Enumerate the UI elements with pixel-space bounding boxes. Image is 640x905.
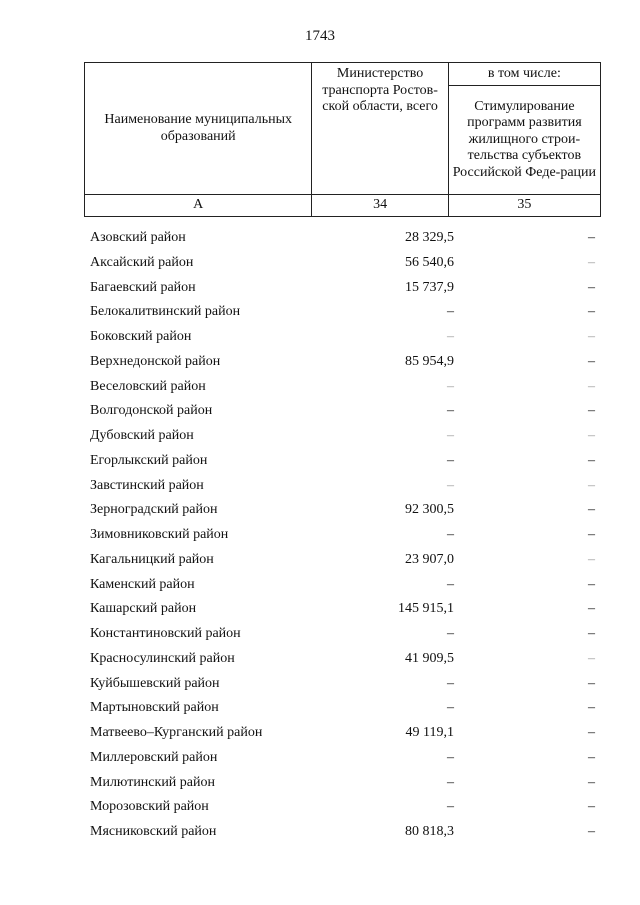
row-value-35: –	[588, 254, 595, 270]
row-value-34: 15 737,9	[405, 279, 454, 295]
table-row	[84, 474, 601, 499]
row-name: Зимовниковский район	[90, 527, 229, 542]
row-name: Дубовский район	[90, 428, 194, 443]
row-value-35: –	[588, 378, 595, 394]
row-value-34: –	[447, 329, 454, 344]
row-value-34: 23 907,0	[405, 551, 454, 567]
table-row	[84, 523, 601, 548]
row-value-35: –	[588, 353, 595, 369]
row-value-35: –	[588, 527, 595, 542]
table-row	[84, 795, 601, 820]
table-row	[84, 300, 601, 325]
table-row	[84, 449, 601, 474]
row-value-35: –	[588, 403, 595, 419]
row-value-34: –	[447, 527, 454, 542]
row-name: Милютинский район	[90, 774, 216, 790]
row-value-34: 145 915,1	[398, 601, 454, 617]
row-value-34: –	[447, 799, 454, 815]
row-value-35: –	[588, 551, 595, 567]
row-value-34: –	[447, 304, 454, 320]
row-value-34: 85 954,9	[405, 353, 454, 369]
row-value-34: 56 540,6	[405, 254, 454, 270]
row-value-35: –	[588, 626, 595, 641]
table-row	[84, 696, 601, 721]
table-row	[84, 573, 601, 598]
row-value-35: –	[588, 230, 595, 245]
page-number: 1743	[305, 28, 335, 44]
row-name: Багаевский район	[90, 279, 196, 295]
row-value-34: –	[447, 452, 454, 468]
row-value-34: –	[447, 749, 454, 765]
table-row	[84, 276, 601, 301]
table-row	[84, 820, 601, 845]
column-header-ministry: Министерство транспорта Ростов-ской области, всего	[312, 63, 448, 195]
row-value-34: 41 909,5	[405, 650, 454, 666]
row-value-34: 28 329,5	[405, 230, 454, 245]
column-number-34: 34	[312, 195, 448, 217]
table-row	[84, 647, 601, 672]
row-name: Кашарский район	[90, 601, 197, 617]
row-name: Аксайский район	[90, 254, 194, 270]
column-header-program: Стимулирование программ развития жилищного строи-тельства субъектов Российской Феде-рации	[448, 86, 600, 195]
row-value-35: –	[588, 650, 595, 666]
row-name: Матвеево–Курганский район	[90, 725, 263, 740]
table-row	[84, 672, 601, 697]
row-value-34: –	[447, 675, 454, 691]
table-body	[84, 226, 601, 845]
row-name: Боковский район	[90, 329, 192, 344]
row-value-35: –	[588, 502, 595, 518]
row-value-35: –	[588, 824, 595, 839]
row-value-34: –	[447, 403, 454, 419]
row-value-35: –	[588, 477, 595, 493]
row-value-34: 92 300,5	[405, 502, 454, 518]
column-number-35: 35	[448, 195, 600, 217]
table-row	[84, 399, 601, 424]
row-name: Завстинский район	[90, 477, 204, 493]
table-row	[84, 498, 601, 523]
column-number-a: А	[85, 195, 312, 217]
table-row	[84, 771, 601, 796]
row-name: Миллеровский район	[90, 749, 218, 765]
row-value-35: –	[588, 576, 595, 592]
row-name: Волгодонской район	[90, 403, 213, 419]
row-value-34: –	[447, 774, 454, 790]
table-header	[84, 62, 601, 217]
row-name: Верхнедонской район	[90, 353, 221, 369]
row-value-34: –	[447, 576, 454, 592]
row-name: Константиновский район	[90, 626, 241, 641]
row-name: Куйбышевский район	[90, 675, 220, 691]
row-value-35: –	[588, 304, 595, 320]
row-name: Каменский район	[90, 576, 195, 592]
column-header-including: в том числе:	[448, 63, 600, 86]
row-value-35: –	[588, 675, 595, 691]
table-row	[84, 548, 601, 573]
row-value-34: 49 119,1	[405, 725, 454, 740]
table-row	[84, 597, 601, 622]
row-name: Мясниковский район	[90, 824, 217, 839]
row-value-35: –	[588, 601, 595, 617]
row-value-34: –	[447, 477, 454, 493]
table-row	[84, 350, 601, 375]
row-value-35: –	[588, 799, 595, 815]
row-value-35: –	[588, 329, 595, 344]
row-value-35: –	[588, 279, 595, 295]
row-value-34: 80 818,3	[405, 824, 454, 839]
table-row	[84, 424, 601, 449]
table-row	[84, 226, 601, 251]
row-name: Зерноградский район	[90, 502, 218, 518]
column-header-name: Наименование муниципальных образований	[85, 63, 312, 195]
row-name: Веселовский район	[90, 378, 206, 394]
row-value-35: –	[588, 700, 595, 716]
row-name: Белокалитвинский район	[90, 304, 241, 320]
row-value-35: –	[588, 725, 595, 740]
row-name: Морозовский район	[90, 799, 209, 815]
table-row	[84, 325, 601, 350]
row-value-34: –	[447, 428, 454, 443]
table-row	[84, 746, 601, 771]
row-name: Егорлыкский район	[90, 452, 208, 468]
row-name: Красносулинский район	[90, 650, 235, 666]
row-value-35: –	[588, 428, 595, 443]
row-value-34: –	[447, 378, 454, 394]
row-value-35: –	[588, 774, 595, 790]
table-row	[84, 622, 601, 647]
row-value-35: –	[588, 749, 595, 765]
row-value-35: –	[588, 452, 595, 468]
row-name: Азовский район	[90, 230, 186, 245]
table-row	[84, 251, 601, 276]
table-row	[84, 375, 601, 400]
row-value-34: –	[447, 626, 454, 641]
table-row	[84, 721, 601, 746]
row-value-34: –	[447, 700, 454, 716]
row-name: Мартыновский район	[90, 700, 219, 716]
row-name: Кагальницкий район	[90, 551, 214, 567]
